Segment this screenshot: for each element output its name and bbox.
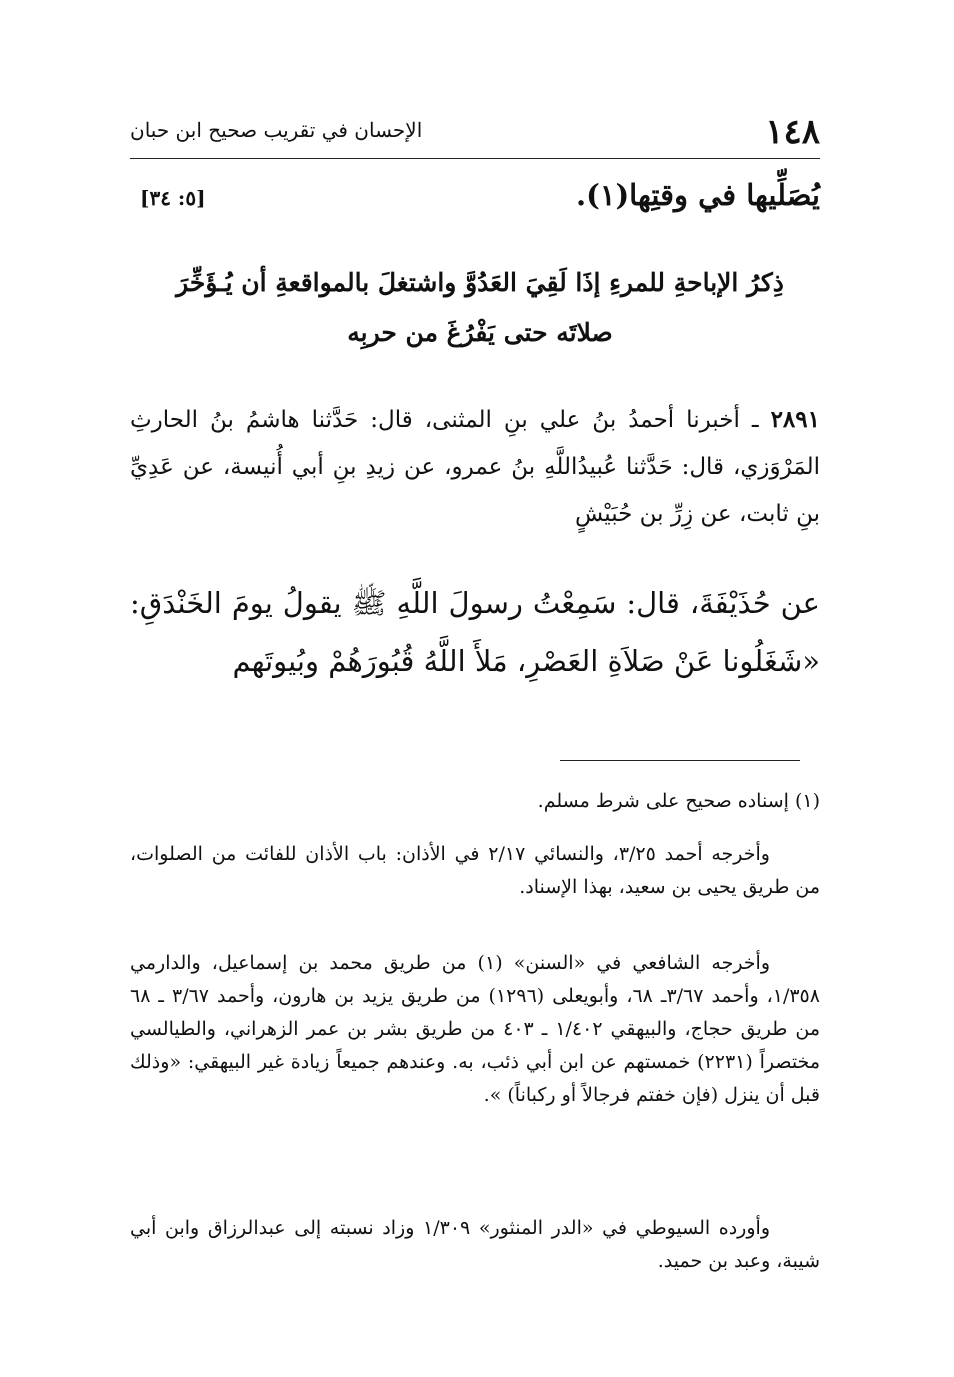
isnad-text: ـ أخبرنا أحمدُ بنُ علي بنِ المثنى، قال: حَدَّثنا هاشمُ بنُ الحارثِ المَرْوَزي، قال: حَدَّثنا عُبيدُاللَّهِ بنُ عمرو، عن زيدِ بنِ أبي أُنيسة، عن عَدِيِّ بنِ ثابت، عن زِرِّ بن حُبَيْشٍ (130, 407, 820, 527)
footnote-paragraph: وأخرجه الشافعي في «السنن» (١) من طريق محمد بن إسماعيل، والدارمي ١/٣٥٨، وأحمد ٣/٦٧ـ ٦٨، وأبويعلى (١٢٩٦) من طريق يزيد بن هارون، وأحمد ٣/٦٧ ـ ٦٨ من طريق حجاج، والبيهقي ١/٤٠٢ ـ ٤٠٣ من طريق بشر بن عمر الزهراني، والطيالسي مختصراً (٢٢٣١) خمستهم عن ابن أبي ذئب، به. وعندهم جميعاً زيادة غير البيهقي: «وذلك قبل أن ينزل (فإن خفتم فرجالاً أو ركباناً) ». (130, 952, 821, 1106)
continuation-line (130, 178, 820, 228)
running-title: الإحسان في تقريب صحيح ابن حبان (130, 118, 423, 142)
continuation-text: يُصَلِّيها في وقتِها(١). (576, 178, 820, 212)
page-header (130, 112, 820, 152)
chapter-heading: ذِكرُ الإباحةِ للمرءِ إذَا لَقِيَ العَدُوَّ واشتغلَ بالمواقعةِ أن يُـؤَخِّرَ صلاتَه حتى يَفْرُغَ من حربِه (176, 268, 784, 347)
hadith-number: ٢٨٩١ (770, 406, 820, 433)
hadith-isnad (130, 396, 820, 538)
footnote-paragraph: وأورده السيوطي في «الدر المنثور» ١/٣٠٩ وزاد نسبته إلى عبدالرزاق وابن أبي شيبة، وعبد بن حميد. (130, 1217, 820, 1272)
footnote-divider (560, 760, 800, 761)
reference-code: [٥: ٣٤] (140, 186, 206, 210)
footnote-paragraph: وأخرجه أحمد ٣/٢٥، والنسائي ٢/١٧ في الأذان: باب الأذان للفائت من الصلوات، من طريق يحيى بن سعيد، بهذا الإسناد. (130, 843, 820, 898)
hadith-matn: عن حُذَيْفَةَ، قال: سَمِعْتُ رسولَ اللَّهِ ﷺ يقولُ يومَ الخَنْدَقِ: «شَغَلُونا عَنْ صَلاَةِ العَصْرِ، مَلأَ اللَّهُ قُبُورَهُمْ وبُيوتَهم (130, 586, 820, 678)
header-divider (130, 158, 820, 159)
footnote-1: (١) إسناده صحيح على شرط مسلم. (537, 790, 820, 812)
page-number: ١٤٨ (765, 112, 820, 152)
